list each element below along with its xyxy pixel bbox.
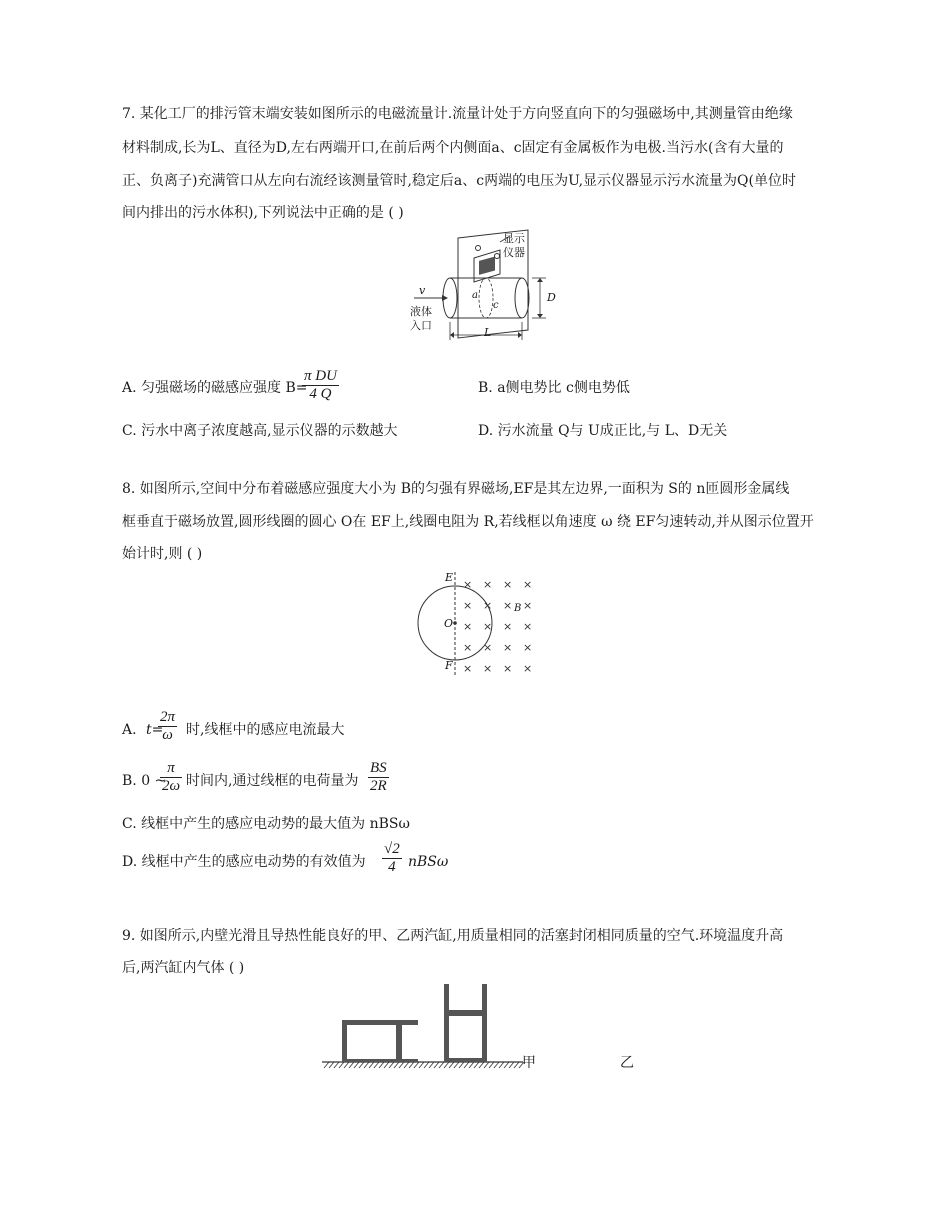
fraction-denominator: 2ω xyxy=(162,778,181,794)
cylinders-figure xyxy=(318,982,528,1072)
velocity-label: v xyxy=(419,284,426,297)
diameter-label: D xyxy=(547,291,556,304)
length-label: L xyxy=(484,326,492,339)
field-cross: × xyxy=(463,599,473,612)
cylinder-jia-label: 甲 xyxy=(522,1055,536,1071)
q8-option-a-text: 时,线框中的感应电流最大 xyxy=(186,722,345,738)
fraction-numerator: 2π xyxy=(160,709,176,725)
hatch-line xyxy=(384,1062,389,1068)
field-cross: × xyxy=(503,599,513,612)
field-cross: × xyxy=(463,641,473,654)
field-cross: × xyxy=(523,641,533,654)
q7-line-3: 正、负离子)充满管口从左向右流经该测量管时,稳定后a、c两端的电压为U,显示仪器显示污水流量为Q(单位时 xyxy=(122,173,797,189)
field-cross: × xyxy=(463,578,473,591)
q8-option-b-text: 时间内,通过线框的电荷量为 xyxy=(186,773,359,789)
field-cross: × xyxy=(483,641,493,654)
field-b-label: B xyxy=(514,603,522,614)
field-cross: × xyxy=(463,662,473,675)
q7-option-a-fraction xyxy=(302,368,339,403)
display-label-1: 显示 xyxy=(503,232,525,245)
q7-line-2: 材料制成,长为L、直径为D,左右两端开口,在前后两个内侧面a、c固定有金属板作为电极.当污水(含有大量的 xyxy=(122,140,784,156)
hatch-line xyxy=(399,1062,404,1068)
cylinder-yi-label: 乙 xyxy=(620,1055,634,1071)
hatch-line xyxy=(364,1062,369,1068)
field-cross: × xyxy=(523,599,533,612)
fraction-denominator: ω xyxy=(162,727,173,743)
fraction-numerator: π xyxy=(160,760,182,778)
q8-option-a-prefix: A. xyxy=(122,722,137,738)
fraction-numerator: π DU xyxy=(304,368,337,384)
hatch-line xyxy=(339,1062,344,1068)
hatch-line xyxy=(464,1062,469,1068)
fraction-numerator: BS xyxy=(370,760,387,776)
fraction-numerator: √2 xyxy=(384,841,400,857)
electrode-a-label: a xyxy=(472,290,478,301)
hatch-line xyxy=(514,1062,519,1068)
field-cross: × xyxy=(503,578,513,591)
hatch-line xyxy=(354,1062,359,1068)
hatch-line xyxy=(369,1062,374,1068)
hatch-line xyxy=(419,1062,424,1068)
q7-option-a: A. 匀强磁场的磁感应强度 B= xyxy=(122,380,308,396)
q8-line-2: 框垂直于磁场放置,圆形线圈的圆心 O在 EF上,线圈电阻为 R,若线框以角速度 ω 绕 EF匀速转动,并从图示位置开 xyxy=(122,514,814,530)
q8-option-b-fraction-1 xyxy=(160,760,182,795)
hatch-line xyxy=(434,1062,439,1068)
field-cross: × xyxy=(503,662,513,675)
hatch-line xyxy=(459,1062,464,1068)
q7-line-4: 间内排出的污水体积),下列说法中正确的是 ( ) xyxy=(122,205,404,221)
hatch-line xyxy=(424,1062,429,1068)
field-cross: × xyxy=(483,599,493,612)
hatch-line xyxy=(439,1062,444,1068)
hatch-line xyxy=(429,1062,434,1068)
field-cross: × xyxy=(523,578,533,591)
fraction-denominator: 4 Q xyxy=(309,386,332,402)
point-f-label: F xyxy=(445,659,453,672)
q7-option-c: C. 污水中离子浓度越高,显示仪器的示数越大 xyxy=(122,423,398,439)
hatch-line xyxy=(444,1062,449,1068)
hatch-line xyxy=(489,1062,494,1068)
inlet-label-1: 液体 xyxy=(410,305,432,318)
hatch-line xyxy=(344,1062,349,1068)
hatch-line xyxy=(349,1062,354,1068)
hatch-line xyxy=(499,1062,504,1068)
display-label-2: 仪器 xyxy=(503,246,525,259)
hatch-line xyxy=(449,1062,454,1068)
q8-line-1: 8. 如图所示,空间中分布着磁感应强度大小为 B的匀强有界磁场,EF是其左边界,一面积为 S的 n匝圆形金属线 xyxy=(122,481,790,497)
q8-option-c: C. 线框中产生的感应电动势的最大值为 nBSω xyxy=(122,816,410,832)
hatch-line xyxy=(504,1062,509,1068)
q8-option-b-fraction-2 xyxy=(368,760,389,795)
field-cross: × xyxy=(523,662,533,675)
hatch-line xyxy=(379,1062,384,1068)
field-cross: × xyxy=(463,620,473,633)
hatch-line xyxy=(329,1062,334,1068)
q8-option-d-prefix: D. 线框中产生的感应电动势的有效值为 xyxy=(122,854,366,870)
hatch-line xyxy=(414,1062,419,1068)
hatch-line xyxy=(469,1062,474,1068)
hatch-line xyxy=(454,1062,459,1068)
center-o-label: O xyxy=(444,617,454,630)
hatch-line xyxy=(494,1062,499,1068)
ground-hatching xyxy=(324,1062,524,1068)
q8-line-3: 始计时,则 ( ) xyxy=(122,546,203,562)
q8-option-a-fraction xyxy=(158,709,177,744)
hatch-line xyxy=(374,1062,379,1068)
q7-option-d: D. 污水流量 Q与 U成正比,与 L、D无关 xyxy=(478,423,728,439)
hatch-line xyxy=(509,1062,514,1068)
hatch-line xyxy=(334,1062,339,1068)
field-cross: × xyxy=(523,620,533,633)
inlet-label-2: 入口 xyxy=(410,319,432,332)
point-e-label: E xyxy=(445,571,454,584)
q8-option-d-suffix: nBSω xyxy=(408,854,449,870)
magnetic-field-figure xyxy=(405,568,545,678)
q7-line-1: 7. 某化工厂的排污管末端安装如图所示的电磁流量计.流量计处于方向竖直向下的匀强磁场中,其测量管由绝缘 xyxy=(122,106,793,122)
fraction-denominator: 2R xyxy=(370,778,387,794)
field-cross: × xyxy=(483,620,493,633)
field-cross: × xyxy=(483,662,493,675)
hatch-line xyxy=(359,1062,364,1068)
q8-option-a-t: t= xyxy=(146,722,164,738)
hatch-line xyxy=(324,1062,329,1068)
hatch-line xyxy=(474,1062,479,1068)
hatch-line xyxy=(409,1062,414,1068)
hatch-line xyxy=(404,1062,409,1068)
field-cross: × xyxy=(483,578,493,591)
field-crosses xyxy=(463,578,532,675)
hatch-line xyxy=(389,1062,394,1068)
hatch-line xyxy=(479,1062,484,1068)
q7-option-b: B. a侧电势比 c侧电势低 xyxy=(478,380,630,396)
q9-line-1: 9. 如图所示,内壁光滑且导热性能良好的甲、乙两汽缸,用质量相同的活塞封闭相同质量的空气.环境温度升高 xyxy=(122,928,784,944)
q8-option-b-prefix: B. 0 ~ xyxy=(122,773,167,789)
field-cross: × xyxy=(503,620,513,633)
q9-line-2: 后,两汽缸内气体 ( ) xyxy=(122,960,245,976)
field-cross: × xyxy=(503,641,513,654)
electrode-c-label: c xyxy=(493,300,499,311)
hatch-line xyxy=(484,1062,489,1068)
q8-option-d-fraction xyxy=(382,841,402,876)
hatch-line xyxy=(394,1062,399,1068)
fraction-denominator: 4 xyxy=(388,859,396,875)
